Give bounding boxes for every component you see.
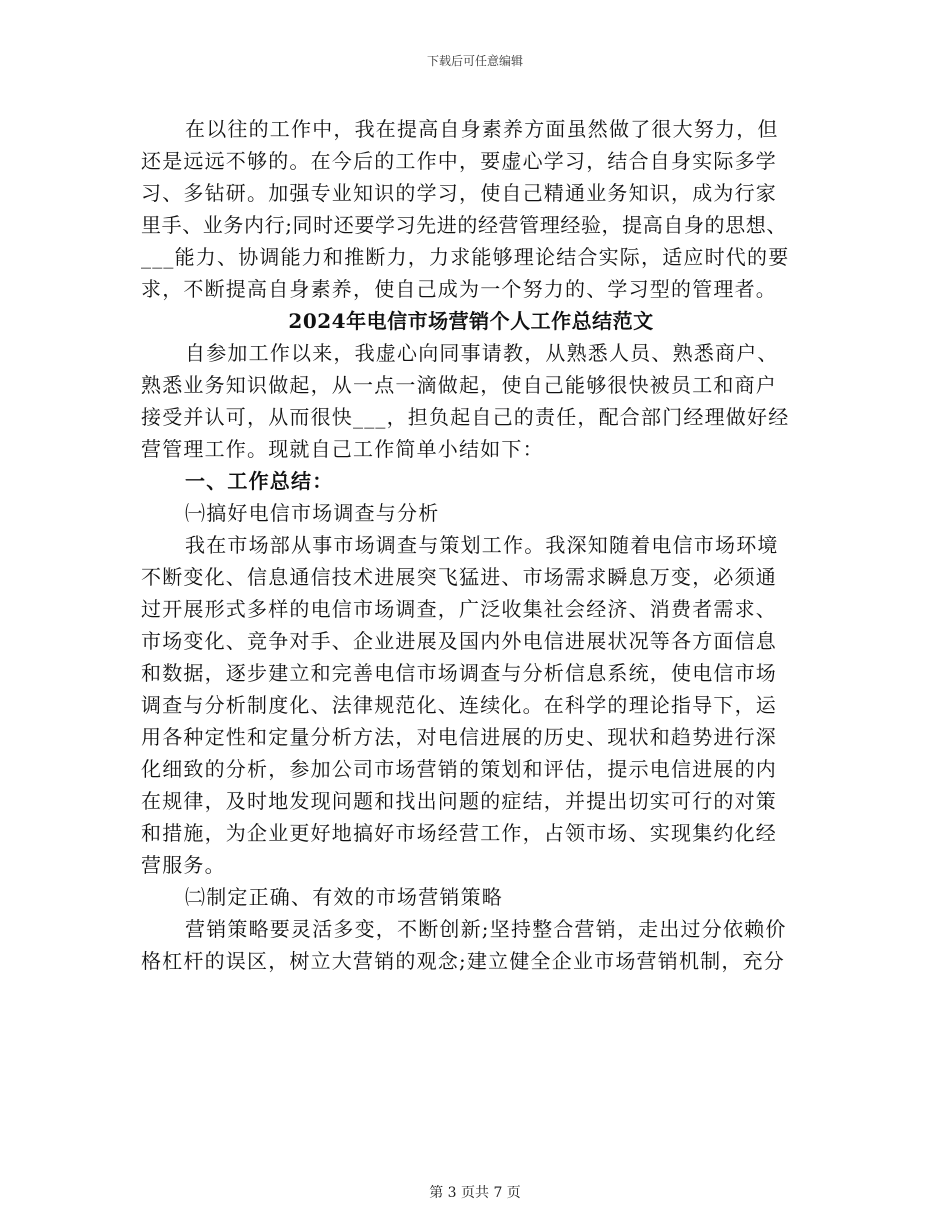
paragraph-line: 我在市场部从事市场调查与策划工作。我深知随着电信市场环境 [185,533,779,557]
section-heading: 一、工作总结： [185,469,334,493]
paragraph-line: 调查与分析制度化、法律规范化、连续化。在科学的理论指导下，运 [141,693,777,717]
paragraph-line: 求，不断提高自身素养，使自己成为一个努力的、学习型的管理者。 [141,277,777,301]
paragraph-line: 接受并认可，从而很快___，担负起自己的责任，配合部门经理做好经 [141,405,790,429]
paragraph-line: 营销策略要灵活多变，不断创新;坚持整合营销，走出过分依赖价 [185,917,787,941]
paragraph-line: 市场变化、竞争对手、企业进展及国内外电信进展状况等各方面信息 [141,629,777,653]
paragraph-line: 营服务。 [141,853,226,877]
paragraph-line: 格杠杆的误区，树立大营销的观念;建立健全企业市场营销机制，充分 [141,949,785,973]
paragraph-line: 习、多钻研。加强专业知识的学习，使自己精通业务知识，成为行家 [141,181,777,205]
paragraph-line: 还是远远不够的。在今后的工作中，要虚心学习，结合自身实际多学 [141,149,777,173]
paragraph-line: ___能力、协调能力和推断力，力求能够理论结合实际，适应时代的要 [141,245,790,269]
paragraph-line: 用各种定性和定量分析方法，对电信进展的历史、现状和趋势进行深 [141,725,777,749]
subsection-heading: ㈠搞好电信市场调查与分析 [185,501,440,525]
paragraph-line: 过开展形式多样的电信市场调查，广泛收集社会经济、消费者需求、 [141,597,777,621]
paragraph-line: 营管理工作。现就自己工作简单小结如下： [141,437,544,461]
section-title: 2024年电信市场营销个人工作总结范文 [288,309,654,333]
page-header: 下载后可任意编辑 [426,54,523,68]
page-number-footer: 第 3 页共 7 页 [429,1185,521,1201]
paragraph-line: 自参加工作以来，我虚心向同事请教，从熟悉人员、熟悉商户、 [185,341,779,365]
paragraph-line: 在规律，及时地发现问题和找出问题的症结，并提出切实可行的对策 [141,789,777,813]
paragraph-line: 化细致的分析，参加公司市场营销的策划和评估，提示电信进展的内 [141,757,777,781]
paragraph-line: 里手、业务内行;同时还要学习先进的经营管理经验，提高自身的思想、 [141,213,787,237]
paragraph-line: 和措施，为企业更好地搞好市场经营工作，占领市场、实现集约化经 [141,821,777,845]
document-body [141,113,801,977]
subsection-heading: ㈡制定正确、有效的市场营销策略 [185,885,503,909]
paragraph-line: 和数据，逐步建立和完善电信市场调查与分析信息系统，使电信市场 [141,661,777,685]
paragraph-line: 不断变化、信息通信技术进展突飞猛进、市场需求瞬息万变，必须通 [141,565,777,589]
paragraph-line: 熟悉业务知识做起，从一点一滴做起，使自己能够很快被员工和商户 [141,373,777,397]
paragraph-line: 在以往的工作中，我在提高自身素养方面虽然做了很大努力，但 [185,117,779,141]
